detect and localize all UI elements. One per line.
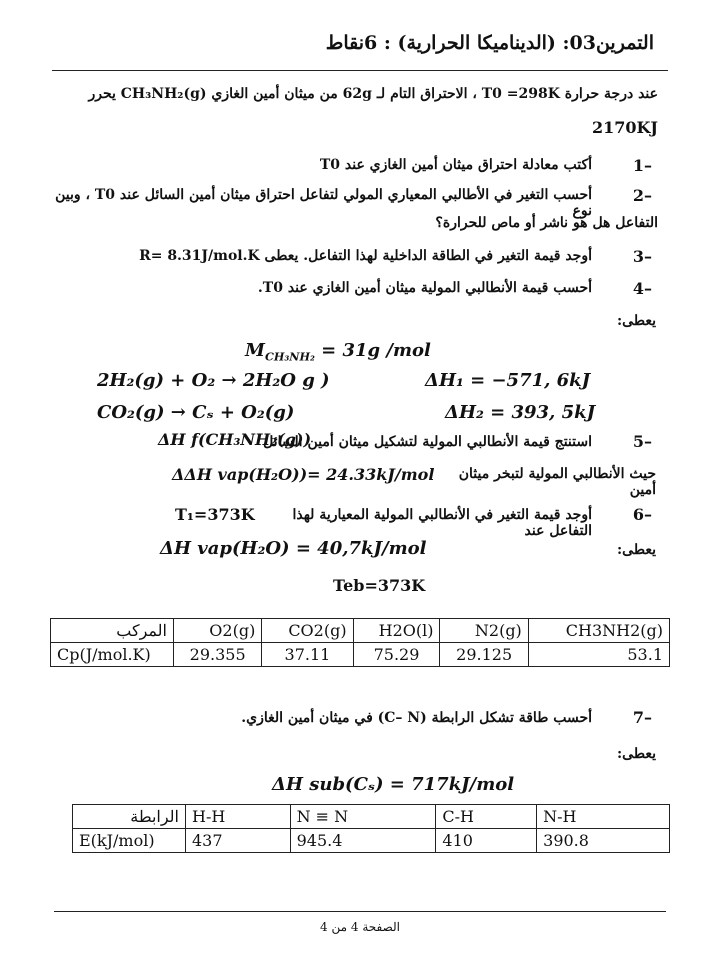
cp-compound-ch3nh2: CH3NH2(g) bbox=[528, 619, 669, 643]
q4-text: أحسب قيمة الأنطالبي المولية ميثان أمين الغازي عند T0. bbox=[257, 280, 592, 296]
reaction-2: CO₂(g) → Cₛ + O₂(g) bbox=[97, 402, 295, 423]
q3-number: 3– bbox=[632, 247, 652, 266]
q2-text-continued: التفاعل هل هو ناشر أو ماص للحرارة؟ bbox=[435, 215, 658, 231]
bond-ch: C-H bbox=[436, 805, 537, 829]
intro-line-2 bbox=[592, 116, 658, 141]
molar-mass-value: = 31g /mol bbox=[321, 340, 431, 361]
title-underline bbox=[52, 70, 668, 71]
q5-vap-formula: ΔΔH vap(H₂O))= 24.33kJ/mol bbox=[172, 465, 435, 484]
cp-compound-h2o: H2O(l) bbox=[353, 619, 440, 643]
exercise-title-block bbox=[54, 32, 654, 54]
q7-text: أحسب طاقة تشكل الرابطة (C– N) في ميثان أمين الغازي. bbox=[241, 710, 592, 726]
cp-header-label: المركب bbox=[51, 619, 174, 643]
molar-mass-subscript: CH₃NH₂ bbox=[264, 350, 315, 364]
q6-text: أوجد قيمة التغير في الأنطالبي المولية المعيارية لهذا التفاعل عند bbox=[292, 507, 592, 539]
cp-value-h2o: 75.29 bbox=[353, 643, 440, 667]
bond-nh: N-H bbox=[537, 805, 670, 829]
q6-number: 6– bbox=[632, 505, 652, 524]
cp-row-label: Cp(J/mol.K) bbox=[51, 643, 174, 667]
bond-energy-table bbox=[72, 804, 670, 853]
q3-text: أوجد قيمة التغير في الطاقة الداخلية لهذا التفاعل. يعطى R= 8.31J/mol.K bbox=[139, 248, 592, 264]
bond-value-nh: 390.8 bbox=[537, 829, 670, 853]
given-label-2: يعطى: bbox=[617, 542, 656, 558]
boiling-temperature: Teb=373K bbox=[333, 576, 426, 595]
q4-number: 4– bbox=[632, 279, 652, 298]
bond-hh: H-H bbox=[186, 805, 291, 829]
q5-text: استنتج قيمة الأنطالبي المولية لتشكيل ميثان أمين السائل bbox=[263, 434, 592, 450]
bond-value-ch: 410 bbox=[436, 829, 537, 853]
q7-number: 7– bbox=[632, 708, 652, 727]
q1-number: 1– bbox=[632, 156, 652, 175]
q5-number: 5– bbox=[632, 432, 652, 451]
given-label-3: يعطى: bbox=[617, 746, 656, 762]
cp-compound-n2: N2(g) bbox=[440, 619, 528, 643]
bond-value-nn: 945.4 bbox=[290, 829, 436, 853]
bond-header-label: الرابطة bbox=[73, 805, 186, 829]
cp-value-n2: 29.125 bbox=[440, 643, 528, 667]
page-number: الصفحة 4 من 4 bbox=[320, 920, 400, 934]
q2-number: 2– bbox=[632, 186, 652, 205]
cp-table bbox=[50, 618, 670, 667]
bond-nn: N ≡ N bbox=[290, 805, 436, 829]
cp-value-ch3nh2: 53.1 bbox=[528, 643, 669, 667]
cp-compound-co2: CO2(g) bbox=[262, 619, 353, 643]
q1-text: أكتب معادلة احتراق ميثان أمين الغازي عند T0 bbox=[319, 157, 592, 173]
cp-value-co2: 37.11 bbox=[262, 643, 353, 667]
given-label-1: يعطى: bbox=[617, 313, 656, 329]
bond-row-label: E(kJ/mol) bbox=[73, 829, 186, 853]
q5-line2-text: حيث الأنطالبي المولية لتبخر ميثان أمين bbox=[458, 466, 656, 498]
vap-enthalpy-given: ΔH vap(H₂O) = 40,7kJ/mol bbox=[160, 538, 427, 559]
cp-compound-o2: O2(g) bbox=[174, 619, 262, 643]
enthalpy-1: ΔH₁ = −571, 6kJ bbox=[425, 370, 591, 391]
bond-value-hh: 437 bbox=[186, 829, 291, 853]
bond-table-value-row bbox=[73, 829, 670, 853]
intro-line-1 bbox=[58, 84, 658, 106]
cp-value-o2: 29.355 bbox=[174, 643, 262, 667]
cp-table-value-row bbox=[51, 643, 670, 667]
q2-text: أحسب التغير في الأطالبي المعياري المولي لتفاعل احتراق ميثان أمين السائل عند T0 ، وبين نوع bbox=[55, 187, 592, 219]
molar-mass-formula bbox=[245, 340, 431, 364]
intro-text-2: 2170KJ bbox=[591, 118, 658, 137]
q6-temperature: T₁=373K bbox=[175, 505, 255, 524]
molar-mass-symbol: M bbox=[245, 340, 265, 361]
bond-table-header-row bbox=[73, 805, 670, 829]
intro-text-1: عند درجة حرارة T0 =298K ، الاحتراق التام لـ 62g من ميثان أمين الغازي CH₃NH₂(g) يحرر bbox=[88, 86, 658, 102]
reaction-1: 2H₂(g) + O₂ → 2H₂O g ) bbox=[97, 370, 330, 391]
sublimation-enthalpy: ΔH sub(Cₛ) = 717kJ/mol bbox=[272, 774, 515, 795]
q5-formula: ΔH f(CH₃NH₂(g)) bbox=[158, 430, 312, 449]
enthalpy-2: ΔH₂ = 393, 5kJ bbox=[445, 402, 596, 423]
cp-table-header-row bbox=[51, 619, 670, 643]
exercise-title: التمرين03: (الديناميكا الحرارية) : 6نقاط bbox=[325, 32, 654, 54]
footer-divider bbox=[54, 911, 666, 912]
